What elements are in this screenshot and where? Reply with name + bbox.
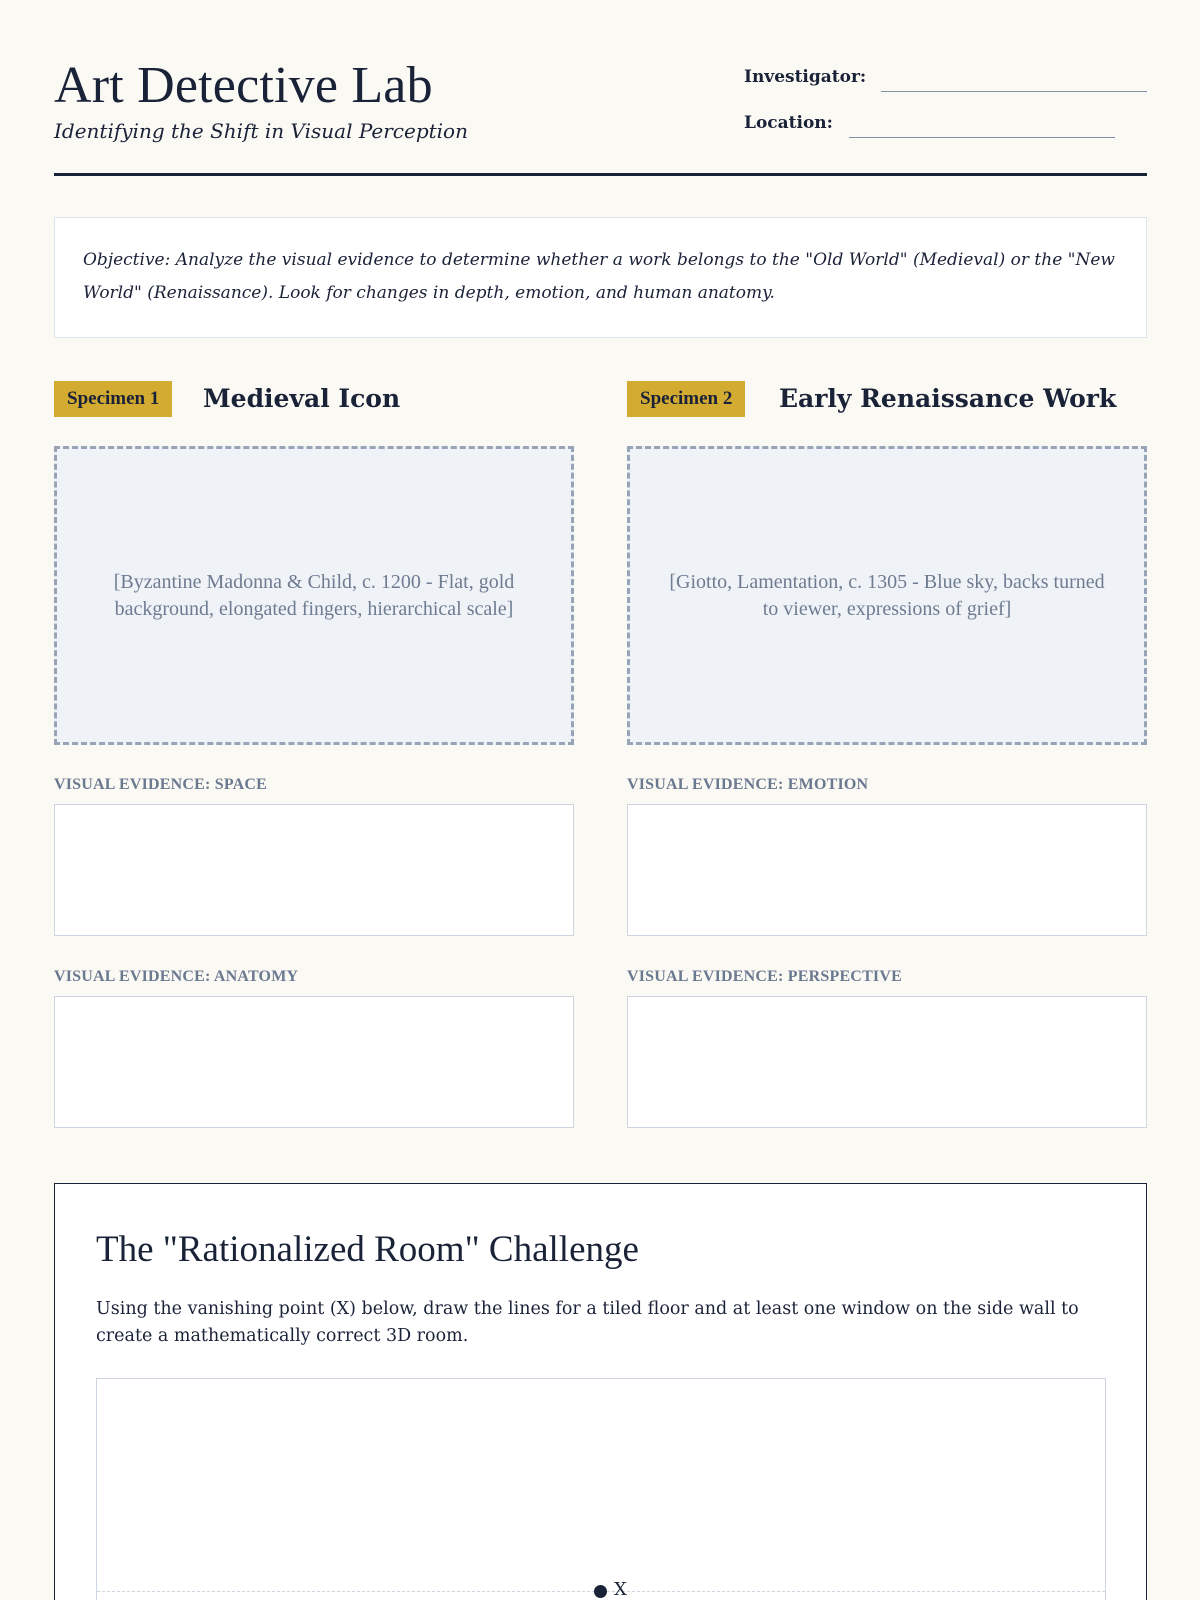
- evidence-perspective-label: VISUAL EVIDENCE: PERSPECTIVE: [627, 968, 902, 985]
- page-subtitle: Identifying the Shift in Visual Perception: [54, 119, 468, 143]
- evidence-anatomy-label: VISUAL EVIDENCE: ANATOMY: [54, 968, 299, 985]
- challenge-instructions: Using the vanishing point (X) below, draw the lines for a tiled floor and at least one window on the side wall to create a mathematically correct 3D room.: [96, 1299, 1079, 1346]
- specimen-1-image-placeholder: [54, 446, 574, 745]
- challenge-title: The "Rationalized Room" Challenge: [96, 1229, 639, 1270]
- objective-box: [54, 217, 1147, 338]
- vanishing-point-dot: [594, 1585, 607, 1598]
- evidence-emotion-box[interactable]: [627, 804, 1147, 936]
- specimen-2-name: Early Renaissance Work: [779, 384, 1117, 413]
- specimen-1-image-caption: [Byzantine Madonna & Child, c. 1200 - Flat, gold background, elongated fingers, hierarchical scale]: [113, 570, 515, 620]
- drawing-area[interactable]: [96, 1378, 1106, 1600]
- evidence-emotion-label: VISUAL EVIDENCE: EMOTION: [627, 776, 869, 793]
- evidence-space-box[interactable]: [54, 804, 574, 936]
- challenge-section: [54, 1183, 1147, 1600]
- vanishing-point-label: X: [614, 1579, 627, 1600]
- evidence-space-label: VISUAL EVIDENCE: SPACE: [54, 776, 268, 793]
- specimen-2-image-placeholder: [627, 446, 1147, 745]
- investigator-field[interactable]: [881, 91, 1147, 92]
- location-label: Location:: [744, 113, 833, 133]
- investigator-label: Investigator:: [744, 67, 867, 87]
- objective-text: Objective: Analyze the visual evidence to determine whether a work belongs to the "Old World" (Medieval) or the "New World" (Renaissance). Look for changes in depth, emotion, and human anatomy.: [83, 250, 1115, 303]
- location-field[interactable]: [849, 137, 1115, 138]
- evidence-anatomy-box[interactable]: [54, 996, 574, 1128]
- evidence-perspective-box[interactable]: [627, 996, 1147, 1128]
- specimen-1-badge: Specimen 1: [54, 381, 172, 417]
- page-title: Art Detective Lab: [54, 57, 433, 114]
- specimen-1-name: Medieval Icon: [203, 384, 401, 413]
- specimen-2-badge: Specimen 2: [627, 381, 745, 417]
- header-divider: [54, 173, 1147, 176]
- specimen-2-image-caption: [Giotto, Lamentation, c. 1305 - Blue sky, backs turned to viewer, expressions of grief]: [669, 570, 1105, 620]
